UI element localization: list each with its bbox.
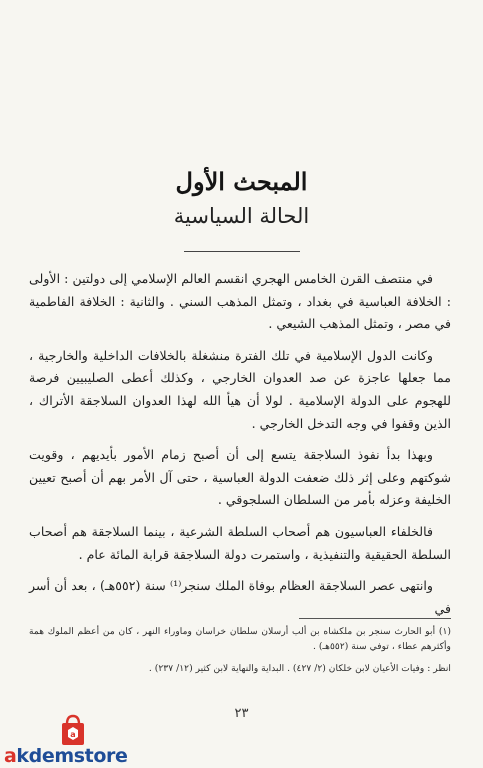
body-text	[29, 268, 451, 629]
svg-text:a: a	[70, 730, 76, 739]
page-number: ٢٣	[234, 706, 249, 721]
paragraph-4: فالخلفاء العباسيون هم أصحاب السلطة الشرعية ، بينما السلاجقة هم أصحاب السلطة الحقيقية والتنفيذية ، واستمرت دولة السلاجقة قرابة المائة عام .	[29, 523, 451, 562]
shopping-bag-icon	[56, 713, 90, 747]
footnote-divider	[299, 618, 451, 619]
chapter-title: المبحث الأول	[175, 167, 308, 196]
title-divider	[184, 251, 300, 252]
chapter-subtitle: الحالة السياسية	[173, 204, 310, 228]
footnotes	[29, 624, 451, 683]
paragraph-5: وانتهى عصر السلاجقة العظام بوفاة الملك سنجر⁽¹⁾ سنة (٥٥٢هـ) ، بعد أن أسر في	[29, 578, 451, 616]
watermark-text	[4, 745, 127, 767]
footnote-reference: انظر : وفيات الأعيان لابن خلكان (٢/ ٤٢٧) . البداية والنهاية لابن كثير (١٢/ ٢٣٧) .	[148, 663, 451, 674]
watermark-letter-a: a	[4, 745, 17, 767]
paragraph-2: وكانت الدول الإسلامية في تلك الفترة منشغلة بالخلافات الداخلية والخارجية ، مما جعلها عاجزة عن صد العدوان الخارجي ، وكذلك أعطى الصليبيين فرصة للهجوم على الدولة الإسلامية . لولا أن هيأ الله لهذا العدوان السلاجقة الأتراك ، الذين وقفوا في وجه التدخل الخارجي .	[29, 347, 451, 431]
paragraph-1: في منتصف القرن الخامس الهجري انقسم العالم الإسلامي إلى دولتين : الأولى : الخلافة العباسية في بغداد ، وتمثل المذهب السني . والثانية : الخلافة الفاطمية في مصر ، وتمثل المذهب الشيعي .	[29, 271, 451, 332]
watermark-logo	[4, 713, 154, 765]
paragraph-3: وبهذا بدأ نفوذ السلاجقة يتسع إلى أن أصبح زمام الأمور بأيديهم ، وقويت شوكتهم وعلى إثر ذلك ضعفت الدولة العباسية ، حتى آل الأمر بهم أن أصبح تعيين الخليفة وعزله بأمر من السلطان السلجوقي .	[29, 447, 451, 508]
footnote-1: (١) أبو الحارث سنجر بن ملكشاه بن ألب أرسلان سلطان خراسان وماوراء النهر ، كان من أعظم الملوك همة وأكثرهم عطاء ، توفي سنة (٥٥٢هـ) .	[29, 626, 451, 652]
watermark-word: kdemstore	[16, 745, 128, 767]
